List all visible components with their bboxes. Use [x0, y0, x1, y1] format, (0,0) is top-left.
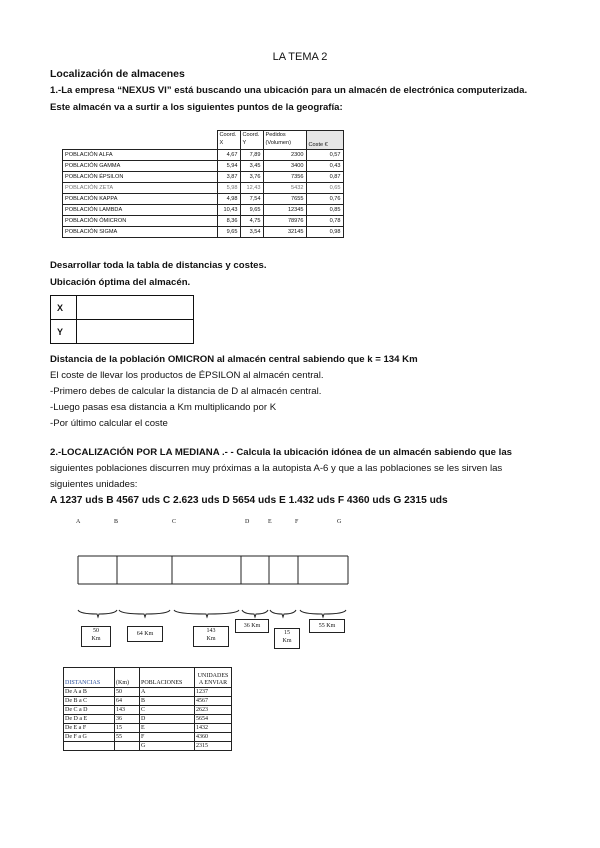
ex1-line2: Este almacén va a surtir a los siguientes puntos de la geografía:: [50, 102, 343, 113]
diagram-letter-b: B: [114, 519, 119, 525]
distance-box-ef: 15 Km: [274, 628, 300, 649]
table-row: POBLACIÓN LAMBDA 10,43 9,65 12345 0,85: [63, 205, 344, 216]
diagram-letter-g: G: [337, 519, 342, 525]
x-answer-field[interactable]: [77, 296, 194, 320]
ex2-units: A 1237 uds B 4567 uds C 2.623 uds D 5654 uds E 1.432 uds F 4360 uds G 2315 uds: [50, 495, 448, 506]
header-unidades: UNIDADES A ENVIAR: [195, 668, 232, 688]
brace-fg: [300, 610, 346, 617]
cost-text-1: El coste de llevar los productos de ÉPSILON al almacén central.: [50, 370, 324, 381]
header-poblaciones: POBLACIONES: [140, 668, 195, 688]
cost-text-4: -Por último calcular el coste: [50, 418, 168, 429]
table-row: POBLACIÓN SIGMA 9,65 3,54 32145 0,98: [63, 227, 344, 238]
table-row: De E a F 15 E 1432: [64, 724, 232, 733]
table-row: POBLACIÓN ZETA 5,98 12,43 5432 0,65: [63, 183, 344, 194]
page-title: LA TEMA 2: [272, 51, 328, 63]
header-coord-y: Coord. Y: [240, 131, 263, 150]
table-row: De A a B 50 A 1237: [64, 688, 232, 697]
header-distancias: DISTANCIAS: [64, 668, 115, 688]
distance-box-de: 36 Km: [235, 619, 269, 633]
instruction-table: Desarrollar toda la tabla de distancias y costes.: [50, 260, 267, 271]
table-row: POBLACIÓN ALFA 4,67 7,89 2300 0,57: [63, 150, 344, 161]
diagram-letter-e: E: [268, 519, 272, 525]
omicron-distance-text: Distancia de la población OMICRON al almacén central sabiendo que k = 134 Km: [50, 354, 418, 365]
diagram-letter-c: C: [172, 519, 177, 525]
table-row: POBLACIÓN KAPPA 4,98 7,54 7655 0,76: [63, 194, 344, 205]
instruction-location: Ubicación óptima del almacén.: [50, 277, 191, 288]
table-row: De D a E 36 D 5654: [64, 715, 232, 724]
table-row: G 2315: [64, 742, 232, 751]
table-row: De C a D 143 C 2623: [64, 706, 232, 715]
ex2-line1: 2.-LOCALIZACIÓN POR LA MEDIANA .- - Calcula la ubicación idónea de un almacén sabiendo que las: [50, 447, 512, 458]
x-label: X: [51, 296, 77, 320]
table-row: POBLACIÓN ÓMICRON 8,36 4,75 78976 0,78: [63, 216, 344, 227]
brace-cd: [174, 610, 239, 617]
cost-text-3: -Luego pasas esa distancia a Km multiplicando por K: [50, 402, 277, 413]
distance-box-bc: 64 Km: [127, 626, 163, 642]
locations-table: [62, 130, 344, 238]
diagram-letter-f: F: [295, 519, 299, 525]
distance-box-cd: 143 Km: [193, 626, 229, 647]
brace-ab: [78, 610, 117, 617]
xy-answer-table: [50, 295, 194, 344]
brace-de: [242, 610, 268, 617]
table-row: POBLACIÓN ÉPSILON 3,87 3,76 7356 0,87: [63, 172, 344, 183]
table-row: POBLACIÓN GAMMA 5,94 3,45 3400 0,43: [63, 161, 344, 172]
table-row: De B a C 64 B 4567: [64, 697, 232, 706]
ex2-line2: siguientes poblaciones discurren muy próximas a la autopista A-6 y que a las poblaciones se les sirven las: [50, 463, 503, 474]
ex2-line3: siguientes unidades:: [50, 479, 138, 490]
header-coord-x: Coord. X: [217, 131, 240, 150]
header-coste: Coste €: [306, 131, 343, 150]
distance-box-ab: 50 Km: [81, 626, 111, 647]
median-table: [63, 667, 232, 751]
y-answer-field[interactable]: [77, 320, 194, 344]
brace-ef: [270, 610, 296, 617]
ex1-line1: 1.-La empresa “NEXUS VI” está buscando una ubicación para un almacén de electrónica computerizada.: [50, 85, 528, 96]
diagram-letter-a: A: [76, 519, 81, 525]
table-row: De F a G 55 F 4360: [64, 733, 232, 742]
y-label: Y: [51, 320, 77, 344]
diagram-letter-d: D: [245, 519, 250, 525]
cost-text-2: -Primero debes de calcular la distancia de D al almacén central.: [50, 386, 322, 397]
route-diagram: [60, 540, 360, 620]
brace-bc: [119, 610, 170, 617]
distance-box-fg: 55 Km: [309, 619, 345, 633]
header-pedidos: Pedidos (Volumen): [263, 131, 306, 150]
header-km: (Km): [115, 668, 140, 688]
section-heading: Localización de almacenes: [50, 68, 185, 80]
